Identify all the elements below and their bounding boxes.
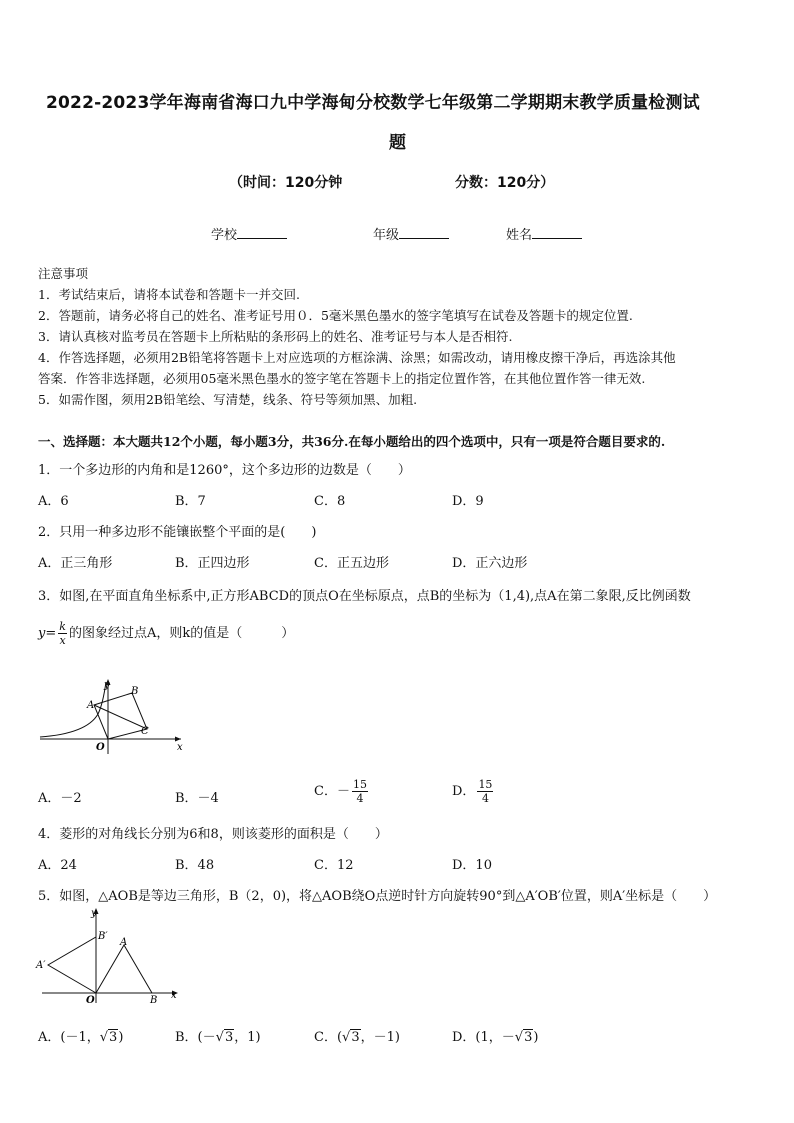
q5-triangle-aob — [96, 945, 152, 993]
q3-label-y: y — [104, 680, 110, 691]
q1-option-c: C．8 — [314, 494, 346, 509]
q1-stem: 1．一个多边形的内角和是1260°，这个多边形的边数是（ ） — [38, 463, 411, 478]
q3-formula-x: x — [59, 634, 66, 647]
note-1: 1．考试结束后，请将本试卷和答题卡一并交回. — [38, 287, 300, 302]
page-title-line2: 题 — [389, 133, 407, 153]
q3-label-b: B — [131, 686, 139, 697]
note-4a: 4．作答选择题，必须用2B铅笔将答题卡上对应选项的方框涂满、涂黑；如需改动，请用橡皮擦干净后，再选涂其他 — [38, 350, 676, 365]
grade-field — [373, 224, 449, 243]
q3-formula-fraction — [58, 620, 67, 647]
q5-option-b-sqrt: √3 — [215, 1030, 234, 1045]
q5-label-bprime: B′ — [98, 931, 108, 942]
q5-label-aprime: A′ — [36, 960, 46, 971]
q3-label-x: x — [177, 742, 183, 753]
school-blank — [237, 226, 287, 239]
q3-option-c-fraction — [352, 778, 368, 805]
q3-formula-k: k — [59, 620, 66, 633]
q5-option-d-sqrt: √3 — [514, 1030, 533, 1045]
q5-option-a-post: ) — [118, 1030, 124, 1045]
q3-stem-line2 — [38, 620, 294, 647]
q4-option-b: B．48 — [175, 858, 215, 873]
q5-option-c-pre: C．( — [314, 1030, 343, 1045]
grade-blank — [399, 226, 449, 239]
q3-label-c: C — [141, 726, 149, 737]
q3-option-d-num: 15 — [478, 778, 493, 791]
q2-option-a: A．正三角形 — [38, 556, 113, 571]
q2-stem: 2．只用一种多边形不能镶嵌整个平面的是( ) — [38, 525, 317, 540]
q3-option-c-prefix: C．－ — [314, 784, 350, 799]
exam-score: 分数：120分） — [455, 175, 555, 191]
q5-option-d-pre: D．(1，－ — [452, 1030, 515, 1045]
q5-option-d — [452, 1026, 538, 1045]
q3-option-a: A．－2 — [38, 791, 82, 806]
q4-stem: 4．菱形的对角线长分别为6和8，则该菱形的面积是（ ） — [38, 827, 388, 842]
school-field — [211, 224, 287, 243]
grade-label: 年级 — [373, 228, 400, 243]
school-label: 学校 — [211, 228, 238, 243]
q3-square — [94, 693, 147, 739]
q5-label-o: O — [86, 995, 95, 1006]
note-4b: 答案．作答非选择题，必须用05毫米黑色墨水的签字笔在答题卡上的指定位置作答，在其他位置作答一律无效. — [38, 371, 646, 386]
notes-heading: 注意事项 — [38, 266, 89, 281]
note-5: 5．如需作图，须用2B铅笔绘、写清楚，线条、符号等须加黑、加粗. — [38, 392, 418, 407]
q3-stem-line1: 3．如图,在平面直角坐标系中,正方形ABCD的顶点O在坐标原点，点B的坐标为（1,4),点A在第二象限,反比例函数 — [38, 589, 691, 604]
section-1-heading: 一、选择题：本大题共12个小题，每小题3分，共36分.在每小题给出的四个选项中，只有一项是符合题目要求的. — [38, 434, 666, 449]
q5-option-b-radicand: 3 — [224, 1030, 234, 1045]
q3-option-c-den: 4 — [356, 792, 364, 805]
exam-time: （时间：120分钟 — [229, 175, 343, 191]
q5-option-a — [38, 1026, 123, 1045]
name-field — [506, 224, 582, 243]
q3-x-arrow — [175, 737, 181, 742]
q1-option-b: B．7 — [175, 494, 206, 509]
q5-label-a: A — [120, 937, 128, 948]
q5-option-b-pre: B．(－ — [175, 1030, 216, 1045]
q1-option-a: A．6 — [38, 494, 69, 509]
q5-label-x: x — [171, 990, 177, 1001]
q3-figure — [38, 676, 188, 756]
q3-option-d-fraction — [477, 778, 493, 805]
q3-formula-y: y — [38, 626, 46, 641]
q3-option-c — [314, 778, 370, 805]
note-3: 3．请认真核对监考员在答题卡上所粘贴的条形码上的姓名、准考证号与本人是否相符. — [38, 329, 513, 344]
q5-option-a-radicand: 3 — [109, 1030, 118, 1045]
q3-option-d-den: 4 — [481, 792, 489, 805]
q5-label-y: y — [91, 908, 97, 919]
q5-option-b — [175, 1026, 261, 1045]
q5-figure — [32, 903, 182, 1008]
q2-option-b: B．正四边形 — [175, 556, 250, 571]
q5-stem: 5．如图，△AOB是等边三角形，B（2，0)，将△AOB绕O点逆时针方向旋转90°到△A′OB′位置，则A′坐标是（ ） — [38, 889, 717, 904]
q5-option-d-radicand: 3 — [524, 1030, 533, 1045]
q2-option-d: D．正六边形 — [452, 556, 528, 571]
q5-label-b: B — [150, 995, 158, 1006]
page-title-line1: 2022-2023学年海南省海口九中学海甸分校数学七年级第二学期期末教学质量检测试 — [46, 93, 700, 113]
q5-option-c-post: ，－1) — [360, 1030, 400, 1045]
name-label: 姓名 — [506, 228, 533, 243]
note-2: 2．答题前，请务必将自己的姓名、准考证号用０．5毫米黑色墨水的签字笔填写在试卷及答题卡的规定位置. — [38, 308, 633, 323]
q5-option-c-radicand: 3 — [351, 1030, 360, 1045]
q3-option-d-prefix: D． — [452, 784, 476, 799]
q5-triangle-rotated — [48, 937, 96, 993]
q5-option-a-pre: A．(－1， — [38, 1030, 100, 1045]
q5-option-c — [314, 1026, 400, 1045]
q2-option-c: C．正五边形 — [314, 556, 389, 571]
q3-option-c-num: 15 — [352, 778, 367, 791]
q3-formula-eq: = — [45, 626, 57, 641]
name-blank — [532, 226, 582, 239]
q3-option-d — [452, 778, 495, 805]
q3-label-a: A — [87, 700, 95, 711]
q3-stem-tail: 的图象经过点A，则k的值是（ ） — [68, 626, 295, 641]
q1-option-d: D．9 — [452, 494, 484, 509]
q3-label-o: O — [96, 742, 105, 753]
q4-option-c: C．12 — [314, 858, 354, 873]
q3-option-b: B．－4 — [175, 791, 219, 806]
q5-option-d-post: ) — [533, 1030, 539, 1045]
q4-option-a: A．24 — [38, 858, 77, 873]
q5-option-c-sqrt: √3 — [342, 1030, 360, 1045]
q5-option-b-post: ，1) — [234, 1030, 261, 1045]
q4-option-d: D．10 — [452, 858, 492, 873]
q5-option-a-sqrt: √3 — [99, 1030, 118, 1045]
